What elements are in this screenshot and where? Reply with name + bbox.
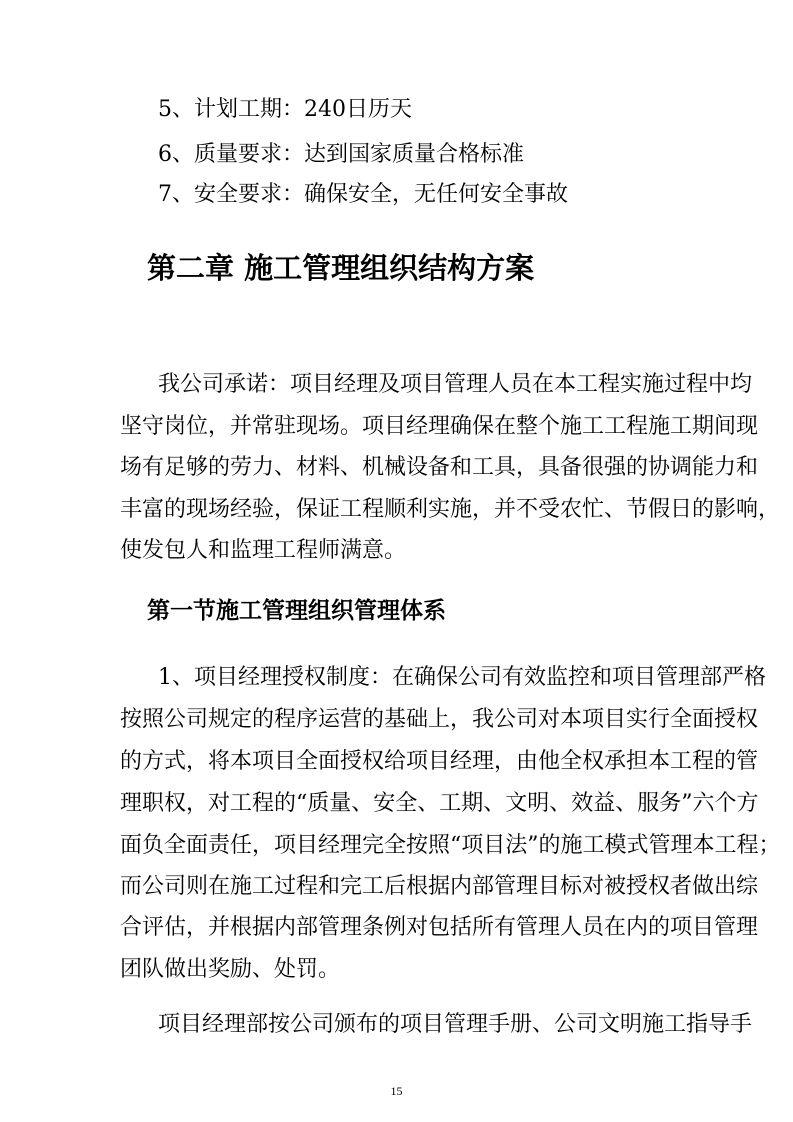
list-item-quality: 6、质量要求：达到国家质量合格标准	[158, 142, 524, 167]
paragraph-line: 按照公司规定的程序运营的基础上，我公司对本项目实行全面授权	[120, 707, 759, 732]
paragraph-line: 使发包人和监理工程师满意。	[120, 538, 407, 563]
paragraph-line: 丰富的现场经验，保证工程顺利实施，并不受农忙、节假日的影响，	[120, 497, 781, 522]
paragraph-line: 团队做出奖励、处罚。	[120, 957, 341, 982]
list-item-safety: 7、安全要求：确保安全，无任何安全事故	[158, 182, 568, 207]
paragraph-line: 我公司承诺：项目经理及项目管理人员在本工程实施过程中均	[158, 372, 753, 397]
list-item-duration: 5、计划工期：240日历天	[158, 97, 412, 122]
paragraph-line: 面负全面责任，项目经理完全按照“项目法”的施工模式管理本工程；	[120, 833, 781, 858]
paragraph-line: 理职权，对工程的“质量、安全、工期、文明、效益、服务”六个方	[120, 791, 759, 816]
paragraph-line: 场有足够的劳力、材料、机械设备和工具，具备很强的协调能力和	[120, 455, 759, 480]
page-number: 15	[390, 1084, 403, 1098]
paragraph-line: 合评估，并根据内部管理条例对包括所有管理人员在内的项目管理	[120, 915, 759, 940]
paragraph-line: 而公司则在施工过程和完工后根据内部管理目标对被授权者做出综	[120, 874, 759, 899]
paragraph-line: 1、项目经理授权制度：在确保公司有效监控和项目管理部严格	[158, 665, 766, 690]
paragraph-line: 项目经理部按公司颁布的项目管理手册、公司文明施工指导手	[158, 1012, 753, 1037]
paragraph-line: 坚守岗位，并常驻现场。项目经理确保在整个施工工程施工期间现	[120, 414, 759, 439]
paragraph-line: 的方式，将本项目全面授权给项目经理，由他全权承担本工程的管	[120, 749, 759, 774]
section-title: 第一节施工管理组织管理体系	[147, 598, 446, 624]
chapter-title: 第二章 施工管理组织结构方案	[147, 251, 535, 285]
